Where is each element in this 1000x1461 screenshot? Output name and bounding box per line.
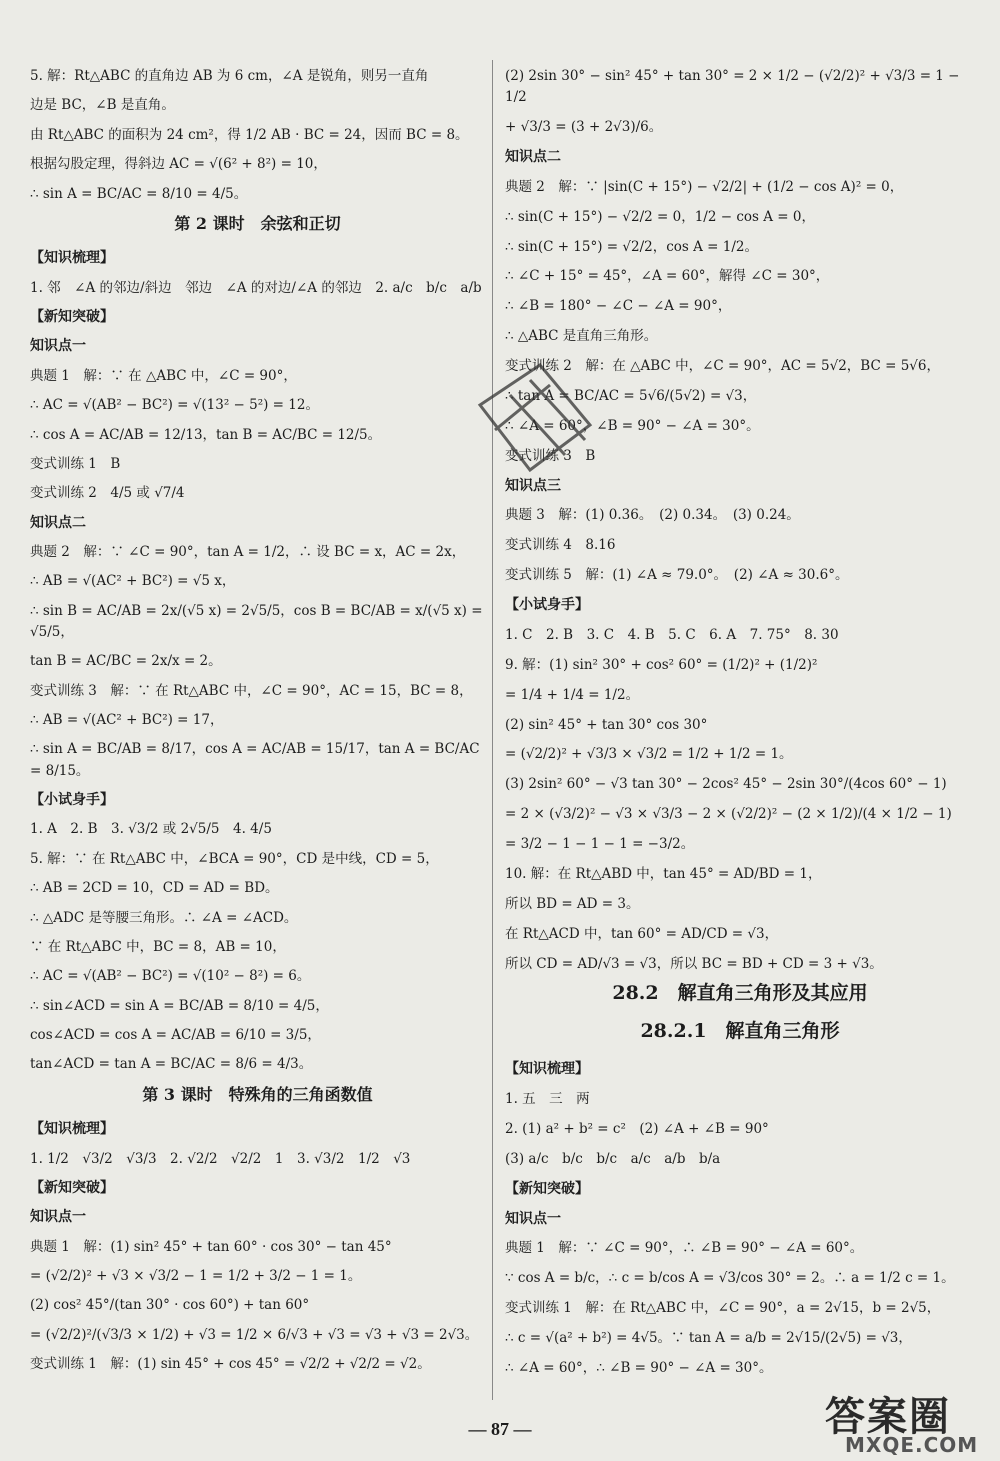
text-line: ∴ ∠A = 60°，∠B = 90° − ∠A = 30°。 [505,417,760,434]
text-line: 根据勾股定理，得斜边 AC = √(6² + 8²) = 10， [30,156,327,173]
text-line: ∴ △ABC 是直角三角形。 [505,328,658,345]
text-line: ∴ AB = 2CD = 10，CD = AD = BD。 [30,880,279,897]
text-line: 典题 1 解：∵ 在 △ABC 中，∠C = 90°， [30,367,297,384]
subsection-label: 【知识梳理】 [505,1061,589,1078]
subsection-label: 知识点二 [30,514,86,531]
subsection-label: 【小试身手】 [505,597,589,614]
subsection-label: 知识点一 [505,1210,561,1227]
text-line: ∵ cos A = b/c，∴ c = b/cos A = √3/cos 30° = 2。∴ a = 1/2 c = 1。 [505,1270,955,1287]
text-line: (2) cos² 45°/(tan 30° · cos 60°) + tan 60° [30,1297,310,1314]
text-line: 变式训练 2 解：在 △ABC 中，∠C = 90°，AC = 5√2，BC = 5√6， [505,358,940,375]
subsection-label: 知识点一 [30,1209,86,1226]
subsection-label: 知识点二 [505,148,561,165]
text-line: ∴ sin A = BC/AB = 8/17，cos A = AC/AB = 15/17，tan A = BC/AC = 8/15。 [30,741,484,779]
text-line: ∴ ∠A = 60°，∴ ∠B = 90° − ∠A = 30°。 [505,1359,773,1376]
text-line: 5. 解：∵ 在 Rt△ABC 中，∠BCA = 90°，CD 是中线，CD = 5， [30,850,439,867]
text-line: + √3/3 = (3 + 2√3)/6。 [505,119,663,136]
subsection-label: 【新知突破】 [30,1179,114,1196]
text-line: ∴ sin(C + 15°) − √2/2 = 0，1/2 − cos A = 0， [505,208,815,225]
text-line: 变式训练 5 解：(1) ∠A ≈ 79.0°。 (2) ∠A ≈ 30.6°。 [505,567,849,584]
text-line: 典题 2 解：∵ ∠C = 90°，tan A = 1/2，∴ 设 BC = x，AC = 2x， [30,544,466,560]
text-line: 变式训练 4 8.16 [505,537,616,554]
section-heading: 28.2.1 解直角三角形 [640,1020,840,1043]
text-line: 5. 解：Rt△ABC 的直角边 AB 为 6 cm，∠A 是锐角，则另一直角 [30,68,429,84]
watermark-logo [775,1385,990,1460]
text-line: 1. 五 三 两 [505,1091,590,1108]
text-line: = 1/4 + 1/4 = 1/2。 [505,686,640,703]
text-line: ∴ ∠B = 180° − ∠C − ∠A = 90°， [505,298,732,315]
text-line: ∴ ∠C + 15° = 45°，∠A = 60°，解得 ∠C = 30°， [505,268,830,285]
text-line: (3) 2sin² 60° − √3 tan 30° − 2cos² 45° − 2sin 30°/(4cos 60° − 1) [505,776,947,793]
text-line: = (√2/2)²/(√3/3 × 1/2) + √3 = 1/2 × 6/√3 + √3 = √3 + √3 = 2√3。 [30,1326,479,1343]
watermark-url: MXQE.COM [845,1433,979,1457]
text-line: ∴ sin B = AC/AB = 2x/(√5 x) = 2√5/5，cos B = BC/AB = x/(√5 x) = √5/5， [30,602,487,640]
watermark-text: 答案圈 [825,1394,951,1440]
text-line: 所以 BD = AD = 3。 [505,895,640,912]
section-heading: 第 3 课时 特殊角的三角函数值 [142,1084,373,1104]
section-heading: 28.2 解直角三角形及其应用 [612,982,868,1005]
text-line: 变式训练 2 4/5 或 √7/4 [30,485,185,502]
text-line: ∴ sin∠ACD = sin A = BC/AB = 8/10 = 4/5， [30,997,329,1014]
text-line: (2) sin² 45° + tan 30° cos 30° [505,716,708,733]
text-line: 由 Rt△ABC 的面积为 24 cm²，得 1/2 AB · BC = 24，因而 BC = 8。 [30,126,469,143]
text-line: cos∠ACD = cos A = AC/AB = 6/10 = 3/5， [30,1027,321,1044]
text-line: = 3/2 − 1 − 1 − 1 = −3/2。 [505,836,695,853]
subsection-label: 【小试身手】 [30,792,114,809]
text-line: 典题 2 解：∵ |sin(C + 15°) − √2/2| + (1/2 − cos A)² = 0， [505,178,904,195]
text-line: 边是 BC，∠B 是直角。 [30,97,175,114]
text-line: 变式训练 3 解：∵ 在 Rt△ABC 中，∠C = 90°，AC = 15，BC = 8， [30,682,473,699]
text-line: ∴ sin A = BC/AC = 8/10 = 4/5。 [30,185,248,202]
subsection-label: 【新知突破】 [30,309,114,325]
text-line: 10. 解：在 Rt△ABD 中，tan 45° = AD/BD = 1， [505,865,822,882]
subsection-label: 知识点三 [505,477,561,494]
text-line: ∴ c = √(a² + b²) = 4√5。∵ tan A = a/b = 2√15/(2√5) = √3， [505,1330,912,1347]
text-line: ∵ 在 Rt△ABC 中，BC = 8，AB = 10， [30,938,286,955]
text-line: tan∠ACD = tan A = BC/AC = 8/6 = 4/3。 [30,1056,313,1073]
text-line: 2. (1) a² + b² = c² (2) ∠A + ∠B = 90° [505,1120,769,1137]
text-line: 1. 邻 ∠A 的邻边/斜边 邻边 ∠A 的对边/∠A 的邻边 2. a/c b/c a/b [30,279,482,296]
text-line: ∴ AC = √(AB² − BC²) = √(13² − 5²) = 12。 [30,397,319,414]
text-line: 典题 3 解：(1) 0.36。 (2) 0.34。 (3) 0.24。 [505,507,800,524]
text-line: = (√2/2)² + √3/3 × √3/2 = 1/2 + 1/2 = 1。 [505,746,793,763]
page-number: — 87 — [468,1419,532,1439]
text-line: 所以 CD = AD/√3 = √3，所以 BC = BD + CD = 3 + √3。 [505,955,883,972]
subsection-label: 【知识梳理】 [30,250,114,267]
text-line: (3) a/c b/c b/c a/c a/b b/a [505,1150,721,1167]
text-line: 在 Rt△ACD 中，tan 60° = AD/CD = √3， [505,925,779,942]
text-line: 9. 解：(1) sin² 30° + cos² 60° = (1/2)² + (1/2)² [505,656,818,673]
left-column [30,66,485,1384]
text-line: ∴ tan A = BC/AC = 5√6/(5√2) = √3， [505,387,757,404]
text-line: 典题 1 解：(1) sin² 45° + tan 60° · cos 30° − tan 45° [30,1238,392,1255]
text-line: 1. A 2. B 3. √3/2 或 2√5/5 4. 4/5 [30,821,272,838]
column-divider [492,60,493,1400]
text-line: 1. C 2. B 3. C 4. B 5. C 6. A 7. 75° 8. 30 [505,626,839,643]
subsection-label: 知识点一 [30,338,86,355]
right-column [505,66,975,1388]
text-line: 1. 1/2 √3/2 √3/3 2. √2/2 √2/2 1 3. √3/2 1/2 √3 [30,1150,411,1167]
text-line: ∴ AB = √(AC² + BC²) = √5 x， [30,573,236,590]
text-line: ∴ AB = √(AC² + BC²) = 17， [30,712,224,729]
text-line: (2) 2sin 30° − sin² 45° + tan 30° = 2 × 1/2 − (√2/2)² + √3/3 = 1 − 1/2 [505,68,964,106]
text-line: ∴ cos A = AC/AB = 12/13，tan B = AC/BC = 12/5。 [30,426,382,443]
text-line: tan B = AC/BC = 2x/x = 2。 [30,653,222,670]
text-line: 典题 1 解：∵ ∠C = 90°，∴ ∠B = 90° − ∠A = 60°。 [505,1240,864,1257]
text-line: ∴ AC = √(AB² − BC²) = √(10² − 8²) = 6。 [30,968,311,985]
text-line: ∴ △ADC 是等腰三角形。∴ ∠A = ∠ACD。 [30,909,298,926]
text-line: 变式训练 1 解：(1) sin 45° + cos 45° = √2/2 + √2/2 = √2。 [30,1356,431,1373]
text-line: = (√2/2)² + √3 × √3/2 − 1 = 1/2 + 3/2 − 1 = 1。 [30,1268,362,1285]
subsection-label: 【知识梳理】 [30,1121,114,1138]
text-line: ∴ sin(C + 15°) = √2/2，cos A = 1/2。 [505,238,759,255]
text-line: 变式训练 1 解：在 Rt△ABC 中，∠C = 90°，a = 2√15，b = 2√5， [505,1300,941,1317]
section-heading: 第 2 课时 余弦和正切 [174,213,341,233]
text-line: = 2 × (√3/2)² − √3 × √3/3 − 2 × (√2/2)² − (2 × 1/2)/(4 × 1/2 − 1) [505,806,952,823]
text-line: 变式训练 1 B [30,455,121,472]
text-line: 变式训练 3 B [505,447,596,464]
subsection-label: 【新知突破】 [505,1180,589,1197]
